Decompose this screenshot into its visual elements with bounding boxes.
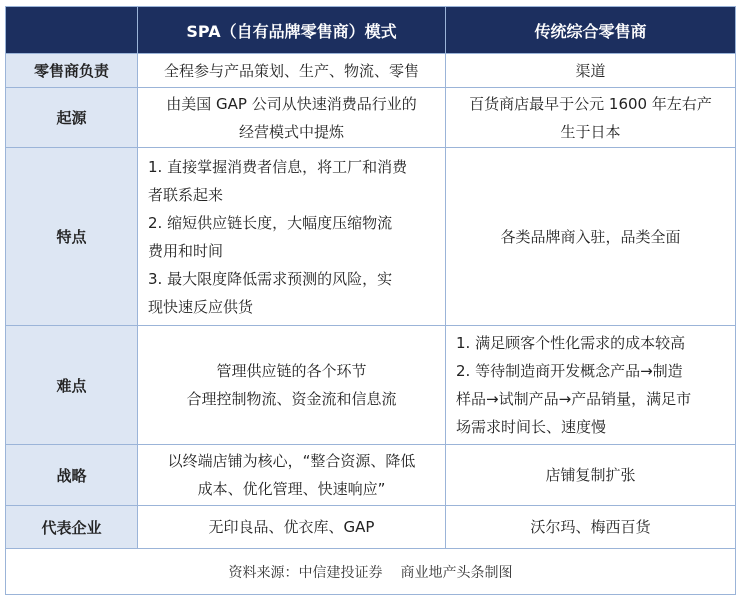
traditional-cell bbox=[446, 88, 736, 148]
row-label-strategy: 战略 bbox=[6, 445, 138, 506]
cell-line: 1. 直接掌握消费者信息，将工厂和消费 bbox=[148, 157, 408, 176]
spa-cell bbox=[138, 88, 446, 148]
cell-line: 管理供应链的各个环节 bbox=[216, 362, 367, 380]
cell-line: 各类品牌商入驻，品类全面 bbox=[500, 227, 681, 246]
cell-line: 2. 缩短供应链长度，大幅度压缩物流 bbox=[148, 213, 393, 232]
spa-cell bbox=[138, 506, 446, 549]
table-row bbox=[6, 54, 736, 88]
source-text: 资料来源：中信建投证券 bbox=[228, 564, 383, 581]
cell-line: 生于日本 bbox=[560, 122, 621, 141]
cell-line: 者联系起来 bbox=[148, 185, 224, 204]
table-row bbox=[6, 88, 736, 148]
row-label-representative-companies: 代表企业 bbox=[6, 506, 138, 549]
header-traditional-retailer: 传统综合零售商 bbox=[446, 7, 736, 54]
table-row bbox=[6, 326, 736, 445]
row-label-origin: 起源 bbox=[6, 88, 138, 148]
traditional-cell bbox=[446, 445, 736, 506]
spa-cell bbox=[138, 54, 446, 88]
source-note bbox=[6, 549, 736, 595]
row-label-retailer-responsibility: 零售商负责 bbox=[6, 54, 138, 88]
table-row bbox=[6, 148, 736, 326]
spa-cell bbox=[138, 148, 446, 326]
cell-line: 全程参与产品策划、生产、物流、零售 bbox=[163, 61, 419, 80]
cell-line: 样品→试制产品→产品销量，满足市 bbox=[456, 390, 692, 408]
cell-line: 无印良品、优衣库、GAP bbox=[208, 518, 375, 536]
cell-line: 现快速反应供货 bbox=[148, 297, 254, 316]
cell-line: 百货商店最早于公元 1600 年左右产 bbox=[469, 94, 712, 113]
cell-line: 成本、优化管理、快速响应” bbox=[197, 480, 386, 498]
credit-text: 商业地产头条制图 bbox=[400, 564, 513, 581]
cell-line: 费用和时间 bbox=[148, 241, 224, 260]
traditional-cell bbox=[446, 54, 736, 88]
spa-cell bbox=[138, 445, 446, 506]
cell-line: 由美国 GAP 公司从快速消费品行业的 bbox=[166, 94, 417, 113]
cell-line: 2. 等待制造商开发概念产品→制造 bbox=[456, 362, 683, 380]
header-corner-cell bbox=[6, 7, 138, 54]
cell-line: 3. 最大限度降低需求预测的风险，实 bbox=[148, 269, 393, 288]
header-row bbox=[6, 7, 736, 54]
table-row bbox=[6, 506, 736, 549]
traditional-cell bbox=[446, 506, 736, 549]
cell-line: 场需求时间长、速度慢 bbox=[456, 418, 607, 436]
cell-line: 沃尔玛、梅西百货 bbox=[530, 518, 651, 536]
row-label-difficulties: 难点 bbox=[6, 326, 138, 445]
spa-cell bbox=[138, 326, 446, 445]
traditional-cell bbox=[446, 326, 736, 445]
comparison-table bbox=[5, 6, 736, 595]
cell-line: 店铺复制扩张 bbox=[545, 466, 636, 484]
cell-line: 渠道 bbox=[575, 61, 606, 80]
cell-line: 1. 满足顾客个性化需求的成本较高 bbox=[456, 334, 686, 352]
row-label-features: 特点 bbox=[6, 148, 138, 326]
cell-line: 经营模式中提炼 bbox=[238, 122, 344, 141]
cell-line: 以终端店铺为核心，“整合资源、降低 bbox=[167, 452, 416, 470]
traditional-cell bbox=[446, 148, 736, 326]
cell-line: 合理控制物流、资金流和信息流 bbox=[186, 390, 397, 408]
header-spa-model: SPA（自有品牌零售商）模式 bbox=[138, 7, 446, 54]
source-row bbox=[6, 549, 736, 595]
table-row bbox=[6, 445, 736, 506]
